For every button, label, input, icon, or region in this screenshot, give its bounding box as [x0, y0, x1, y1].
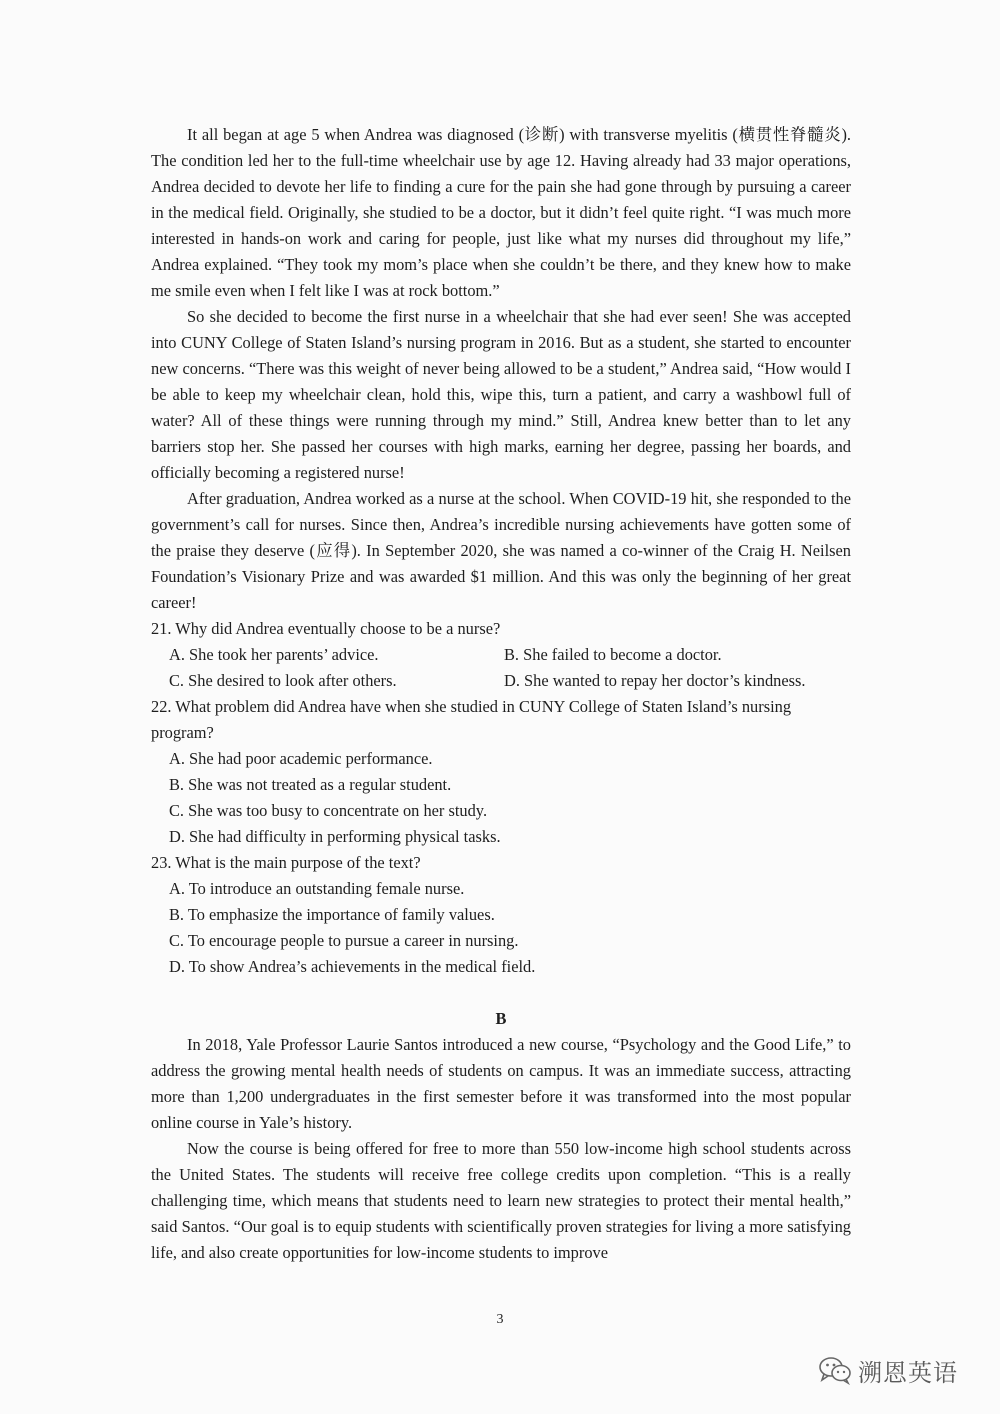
option-a[interactable]: A. She had poor academic performance.	[169, 749, 433, 768]
options-row	[151, 668, 851, 694]
option-c[interactable]: C. To encourage people to pursue a career in nursing.	[169, 931, 519, 950]
option-b[interactable]: B. She failed to become a doctor.	[504, 645, 722, 664]
option-d[interactable]: D. To show Andrea’s achievements in the medical field.	[169, 957, 536, 976]
option-d[interactable]: D. She wanted to repay her doctor’s kindness.	[504, 671, 806, 690]
option-b[interactable]: B. To emphasize the importance of family values.	[169, 905, 495, 924]
question-21	[151, 616, 851, 694]
question-23	[151, 850, 851, 980]
passage-a-paragraph-3: After graduation, Andrea worked as a nurse at the school. When COVID-19 hit, she responded to the government’s call for nurses. Since then, Andrea’s incredible nursing achievements have gotten some of the praise they deserve (应得). In September 2020, she was named a co-winner of the Craig H. Neilsen Foundation’s Visionary Prize and was awarded $1 million. And this was only the beginning of her great career!	[151, 489, 851, 612]
option-b[interactable]: B. She was not treated as a regular student.	[169, 775, 452, 794]
option-d[interactable]: D. She had difficulty in performing physical tasks.	[169, 827, 501, 846]
wechat-icon	[818, 1355, 852, 1385]
question-stem: 23. What is the main purpose of the text?	[151, 853, 421, 872]
option-a[interactable]: A. She took her parents’ advice.	[169, 645, 379, 664]
watermark	[818, 1352, 958, 1388]
options-row	[151, 642, 851, 668]
page-content	[151, 122, 851, 1266]
page-number: 3	[496, 1312, 504, 1327]
passage-b-paragraph-1: In 2018, Yale Professor Laurie Santos introduced a new course, “Psychology and the Good Life,” to address the growing mental health needs of students on campus. It was an immediate success, attracting more than 1,200 undergraduates in the first semester before it was transformed into the most popular online course in Yale’s history.	[151, 1035, 851, 1132]
passage-a-paragraph-1: It all began at age 5 when Andrea was diagnosed (诊断) with transverse myelitis (横贯性脊髓炎). The condition led her to the full-time wheelchair use by age 12. Having already had 33 major operations, Andrea decided to devote her life to finding a cure for the pain she had gone through by pursuing a career in the medical field. Originally, she studied to be a doctor, but it didn’t feel quite right. “I was much more interested in hands-on work and caring for people, just like what my nurses did throughout my life,” Andrea explained. “They took my mom’s place when she couldn’t be there, and they knew how to make me smile even when I felt like I was at rock bottom.”	[151, 125, 851, 300]
question-stem: 22. What problem did Andrea have when she studied in CUNY College of Staten Island’s nursing program?	[151, 697, 792, 742]
section-b-heading: B	[495, 1009, 507, 1028]
option-c[interactable]: C. She was too busy to concentrate on her study.	[169, 801, 488, 820]
option-c[interactable]: C. She desired to look after others.	[169, 671, 397, 690]
question-22	[151, 694, 851, 850]
option-a[interactable]: A. To introduce an outstanding female nurse.	[169, 879, 465, 898]
watermark-text: 溯恩英语	[858, 1358, 958, 1387]
question-stem: 21. Why did Andrea eventually choose to be a nurse?	[151, 619, 501, 638]
passage-b-paragraph-2: Now the course is being offered for free to more than 550 low-income high school students across the United States. The students will receive free college credits upon completion. “This is a really challenging time, which means that students need to learn new strategies to protect their mental health,” said Santos. “Our goal is to equip students with scientifically proven strategies for living a more satisfying life, and also create opportunities for low-income students to improve	[151, 1139, 851, 1262]
passage-a-paragraph-2: So she decided to become the first nurse in a wheelchair that she had ever seen! She was accepted into CUNY College of Staten Island’s nursing program in 2016. But as a student, she started to encounter new concerns. “There was this weight of never being allowed to be a student,” Andrea said, “How would I be able to keep my wheelchair clean, hold this, wipe this, turn a patient, and carry a washbowl full of water? All of these things were running through my mind.” Still, Andrea knew better than to let any barriers stop her. She passed her courses with high marks, earning her degree, passing her boards, and officially becoming a registered nurse!	[151, 307, 851, 482]
